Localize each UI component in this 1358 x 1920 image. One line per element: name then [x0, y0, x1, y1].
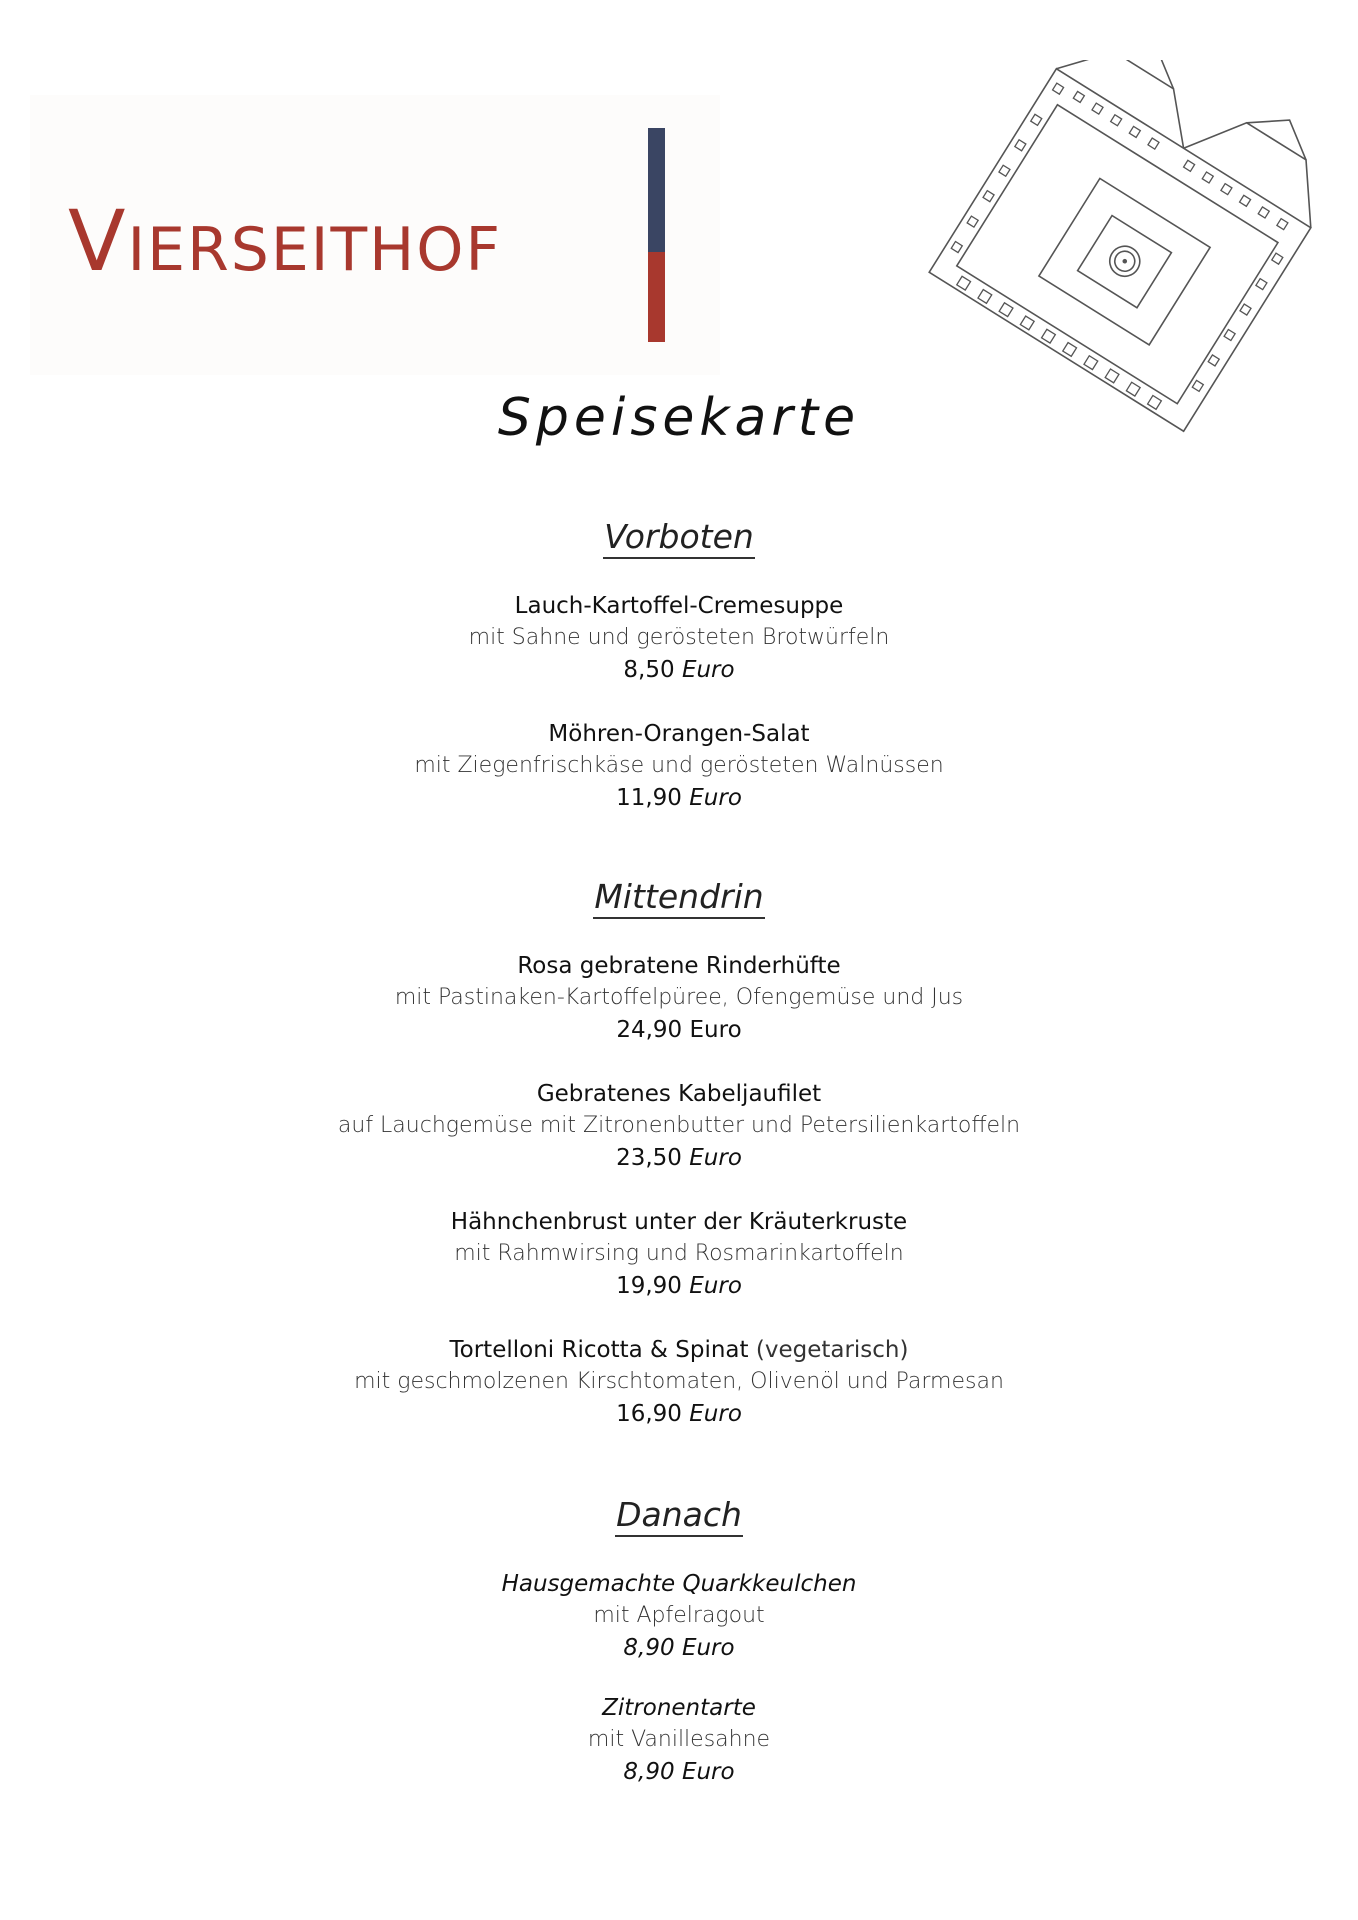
price-value: 8,50	[623, 657, 675, 683]
dish-description: mit Ziegenfrischkäse und gerösteten Walnüssen	[414, 753, 944, 778]
brand-initial: V	[68, 192, 128, 290]
section-mittendrin	[0, 878, 1358, 919]
section-vorboten	[0, 518, 1358, 559]
dish-name: Hausgemachte Quarkkeulchen	[501, 1571, 857, 1597]
page-title: Speisekarte	[497, 388, 861, 448]
price-currency: Euro	[689, 1017, 742, 1043]
dish-description: auf Lauchgemüse mit Zitronenbutter und Petersilienkartoffeln	[337, 1113, 1021, 1138]
price-value: 16,90	[616, 1401, 682, 1427]
section-title: Danach	[615, 1496, 743, 1537]
menu-item	[0, 1206, 1358, 1302]
dish-name-line	[0, 1334, 1358, 1366]
dish-name: Zitronentarte	[602, 1695, 756, 1721]
dish-name: Hähnchenbrust unter der Kräuterkruste	[450, 1209, 908, 1235]
menu-item	[0, 950, 1358, 1046]
price-currency: Euro	[681, 1635, 735, 1661]
brand-logo-text	[68, 192, 502, 290]
dish-description: mit Pastinaken-Kartoffelpüree, Ofengemüse und Jus	[394, 985, 964, 1010]
dish-name: Tortelloni Ricotta & Spinat	[449, 1337, 749, 1363]
dish-price	[0, 1270, 1358, 1302]
menu-item	[0, 1078, 1358, 1174]
dish-description: mit Sahne und gerösteten Brotwürfeln	[468, 625, 890, 650]
price-value: 8,90	[623, 1635, 675, 1661]
menu-item	[0, 718, 1358, 814]
dish-description: mit Vanillesahne	[587, 1727, 771, 1752]
section-danach	[0, 1496, 1358, 1537]
logo-color-bar	[648, 128, 665, 342]
price-value: 8,90	[623, 1759, 675, 1785]
dish-name: Gebratenes Kabeljaufilet	[536, 1081, 822, 1107]
section-title: Mittendrin	[593, 878, 764, 919]
dish-diet-note: (vegetarisch)	[755, 1337, 909, 1363]
price-currency: Euro	[681, 1759, 735, 1785]
brand-name-rest: IERSEITHOF	[127, 215, 502, 285]
price-currency: Euro	[689, 1145, 742, 1171]
section-title: Vorboten	[603, 518, 755, 559]
price-value: 19,90	[616, 1273, 682, 1299]
price-value: 11,90	[616, 785, 682, 811]
dish-price	[0, 1142, 1358, 1174]
price-value: 24,90	[616, 1017, 683, 1043]
dish-price	[0, 1398, 1358, 1430]
menu-item	[0, 1334, 1358, 1430]
dish-description: mit Apfelragout	[593, 1603, 765, 1628]
dish-price	[0, 1632, 1358, 1664]
dish-price	[0, 654, 1358, 686]
dish-description: mit geschmolzenen Kirschtomaten, Olivenöl und Parmesan	[354, 1369, 1004, 1394]
dish-price	[0, 1014, 1358, 1046]
logo-bar-navy	[648, 128, 665, 252]
price-value: 23,50	[616, 1145, 682, 1171]
menu-item	[0, 590, 1358, 686]
dish-name: Rosa gebratene Rinderhüfte	[517, 953, 841, 979]
dish-name: Lauch-Kartoffel-Cremesuppe	[514, 593, 844, 619]
menu-item	[0, 1568, 1358, 1664]
dish-name: Möhren-Orangen-Salat	[548, 721, 810, 747]
logo-bar-red	[648, 252, 665, 342]
price-currency: Euro	[689, 1401, 742, 1427]
price-currency: Euro	[681, 657, 735, 683]
dish-price	[0, 1756, 1358, 1788]
dish-description: mit Rahmwirsing und Rosmarinkartoffeln	[454, 1241, 904, 1266]
courtyard-building-drawing-icon	[910, 60, 1330, 440]
dish-price	[0, 782, 1358, 814]
price-currency: Euro	[689, 785, 742, 811]
price-currency: Euro	[689, 1273, 742, 1299]
menu-item	[0, 1692, 1358, 1788]
